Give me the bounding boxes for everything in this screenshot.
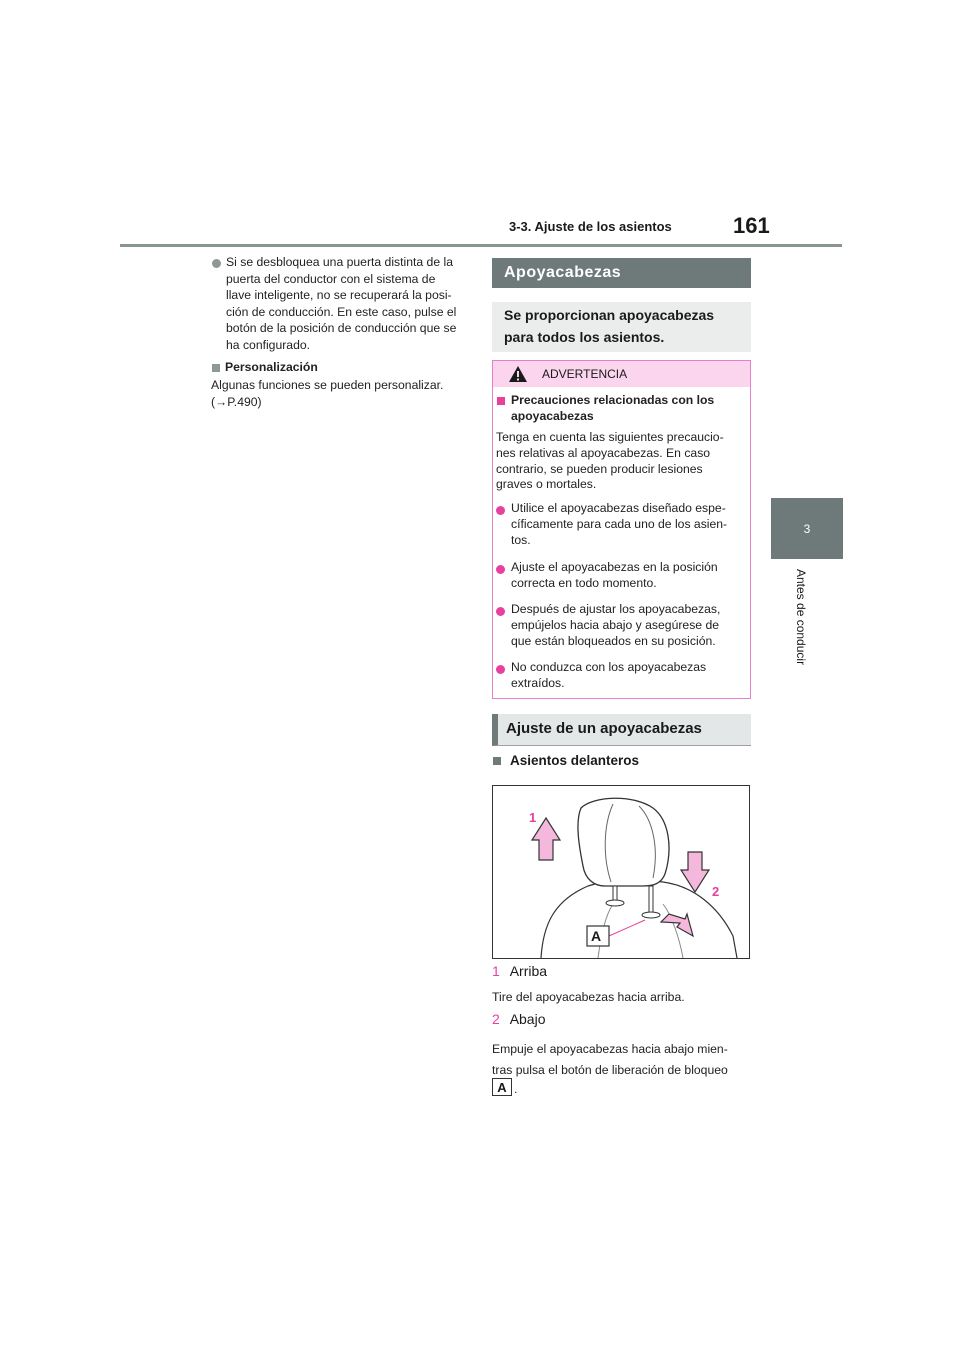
intro-line: para todos los asientos. [504,329,665,345]
text-line: llave inteligente, no se recuperará la posi- [226,288,452,302]
text-line: Ajuste el apoyacabezas en la posición [511,560,718,574]
step-title: Abajo [509,1011,546,1027]
text-line: Utilice el apoyacabezas diseñado espe- [511,501,726,515]
bullet-icon [496,607,505,616]
chapter-number: 3 [803,521,811,536]
chapter-label: Antes de conducir [794,569,808,666]
chapter-tab [771,498,843,559]
text-line: puerta del conductor con el sistema de [226,271,436,286]
text-line: correcta en todo momento. [511,575,657,590]
lock-release-label: A [492,1078,512,1096]
warning-bullet [511,501,727,548]
text-line: Tenga en cuenta las siguientes precaucio- [496,430,724,444]
text-line: tras pulsa el botón de liberación de bloqueo [492,1063,728,1077]
text-line: apoyacabezas [511,408,594,423]
figure-label-a: A [591,928,602,944]
step-1-title [492,963,547,979]
figure-label-1: 1 [529,810,537,825]
text-line: botón de la posición de conducción que se [226,321,457,335]
text-line: ha configurado. [226,337,311,352]
smart-key-note [226,254,476,353]
text-line: No conduzca con los apoyacabezas [511,660,707,674]
warning-bullet [511,602,720,649]
text-line: extraídos. [511,675,565,690]
intro-box [492,302,751,352]
warning-subheading [511,393,714,425]
figure-label-2: 2 [712,884,720,899]
step-number: 2 [492,1011,500,1027]
text-line: (→P.490) [211,394,262,409]
text-line: empújelos hacia abajo y asegúrese de [511,617,720,632]
text-line: tos. [511,532,531,547]
warning-title: ADVERTENCIA [542,367,628,381]
personalization-text [211,377,471,410]
headrests-heading: Apoyacabezas [492,258,751,288]
step-2-title [492,1011,546,1027]
sentence-end: . [514,1082,518,1096]
headrest-figure [492,785,750,959]
step-1-text: Tire del apoyacabezas hacia arriba. [492,990,685,1004]
text-line: Precauciones relacionadas con los [511,393,715,407]
text-line: que están bloqueados en su posición. [511,633,716,648]
warning-header [493,361,750,387]
section-title: 3-3. Ajuste de los asientos [509,219,672,234]
bullet-icon [496,665,505,674]
text-line: Si se desbloquea una puerta distinta de la [226,255,453,269]
front-seats-heading: Asientos delanteros [510,753,640,768]
bullet-icon [496,565,505,574]
text-line: ción de conducción. En este caso, pulse el [226,304,457,319]
adjust-headrest-heading: Ajuste de un apoyacabezas [492,714,751,746]
step-2-text [492,1039,728,1081]
warning-bullet [511,560,718,592]
step-number: 1 [492,963,500,979]
square-bullet-icon [493,757,501,765]
text-line: Algunas funciones se pueden personalizar. [211,378,444,392]
text-line: Empuje el apoyacabezas hacia abajo mien- [492,1042,728,1056]
square-bullet-icon [212,364,220,372]
personalization-heading: Personalización [225,360,318,374]
step-title: Arriba [509,963,548,979]
warning-bullet [511,660,706,692]
warning-body [496,430,746,493]
text-line: cíficamente para cada uno de los asien- [511,516,728,531]
intro-line: Se proporcionan apoyacabezas [504,307,715,323]
bullet-icon [496,506,505,515]
text-line: nes relativas al apoyacabezas. En caso [496,445,711,460]
header-divider [120,244,842,247]
warning-triangle-icon [508,365,528,383]
text-line: Después de ajustar los apoyacabezas, [511,602,721,616]
page-number: 161 [733,213,770,238]
text-line: graves o mortales. [496,477,597,492]
bullet-icon [212,259,221,268]
text-line: contrario, se pueden producir lesiones [496,461,703,476]
square-bullet-icon [497,397,505,405]
